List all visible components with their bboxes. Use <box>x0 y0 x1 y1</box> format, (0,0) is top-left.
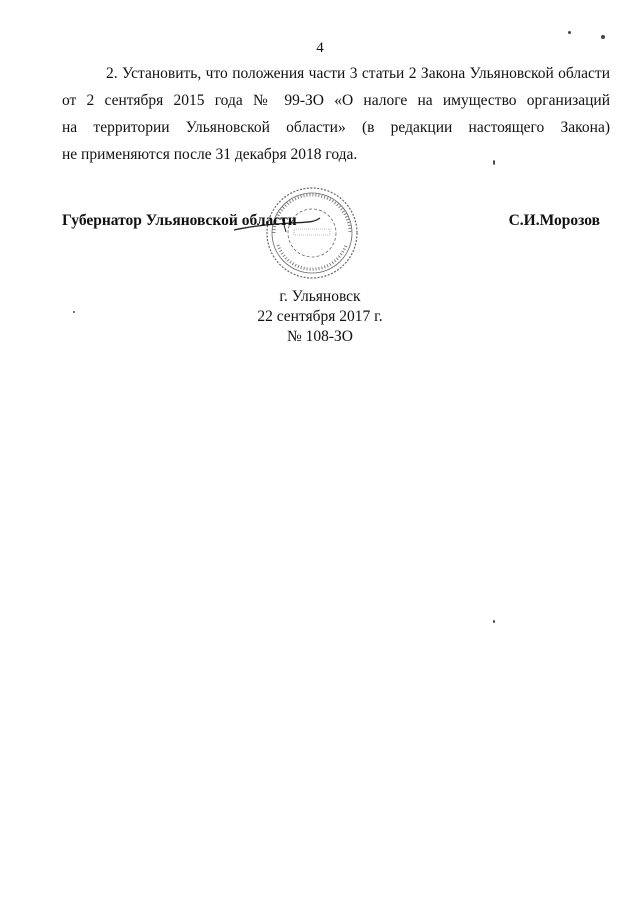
page-number: 4 <box>316 40 324 56</box>
clause-paragraph <box>62 60 610 168</box>
scan-speck <box>73 311 75 313</box>
signatory-name: С.И.Морозов <box>508 212 600 229</box>
clause-line: не применяются после 31 декабря 2018 года. <box>62 146 358 163</box>
law-number-line: № 108-ЗО <box>286 328 354 345</box>
place-date-block <box>0 287 640 347</box>
clause-line: от 2 сентября 2015 года № 99-ЗО «О налоге на имущество организаций <box>62 92 610 109</box>
clause-line: 2. Установить, что положения части 3 статьи 2 Закона Ульяновской области <box>106 65 610 82</box>
signatory-title: Губернатор Ульяновской области <box>62 212 297 229</box>
date-line: 22 сентября 2017 г. <box>257 308 383 325</box>
clause-line: на территории Ульяновской области» (в редакции настоящего Закона) <box>62 119 610 136</box>
scan-speck <box>601 35 605 39</box>
scan-speck <box>568 31 571 34</box>
scan-speck <box>493 160 495 165</box>
scan-speck <box>493 620 495 623</box>
city-line: г. Ульяновск <box>279 288 361 305</box>
